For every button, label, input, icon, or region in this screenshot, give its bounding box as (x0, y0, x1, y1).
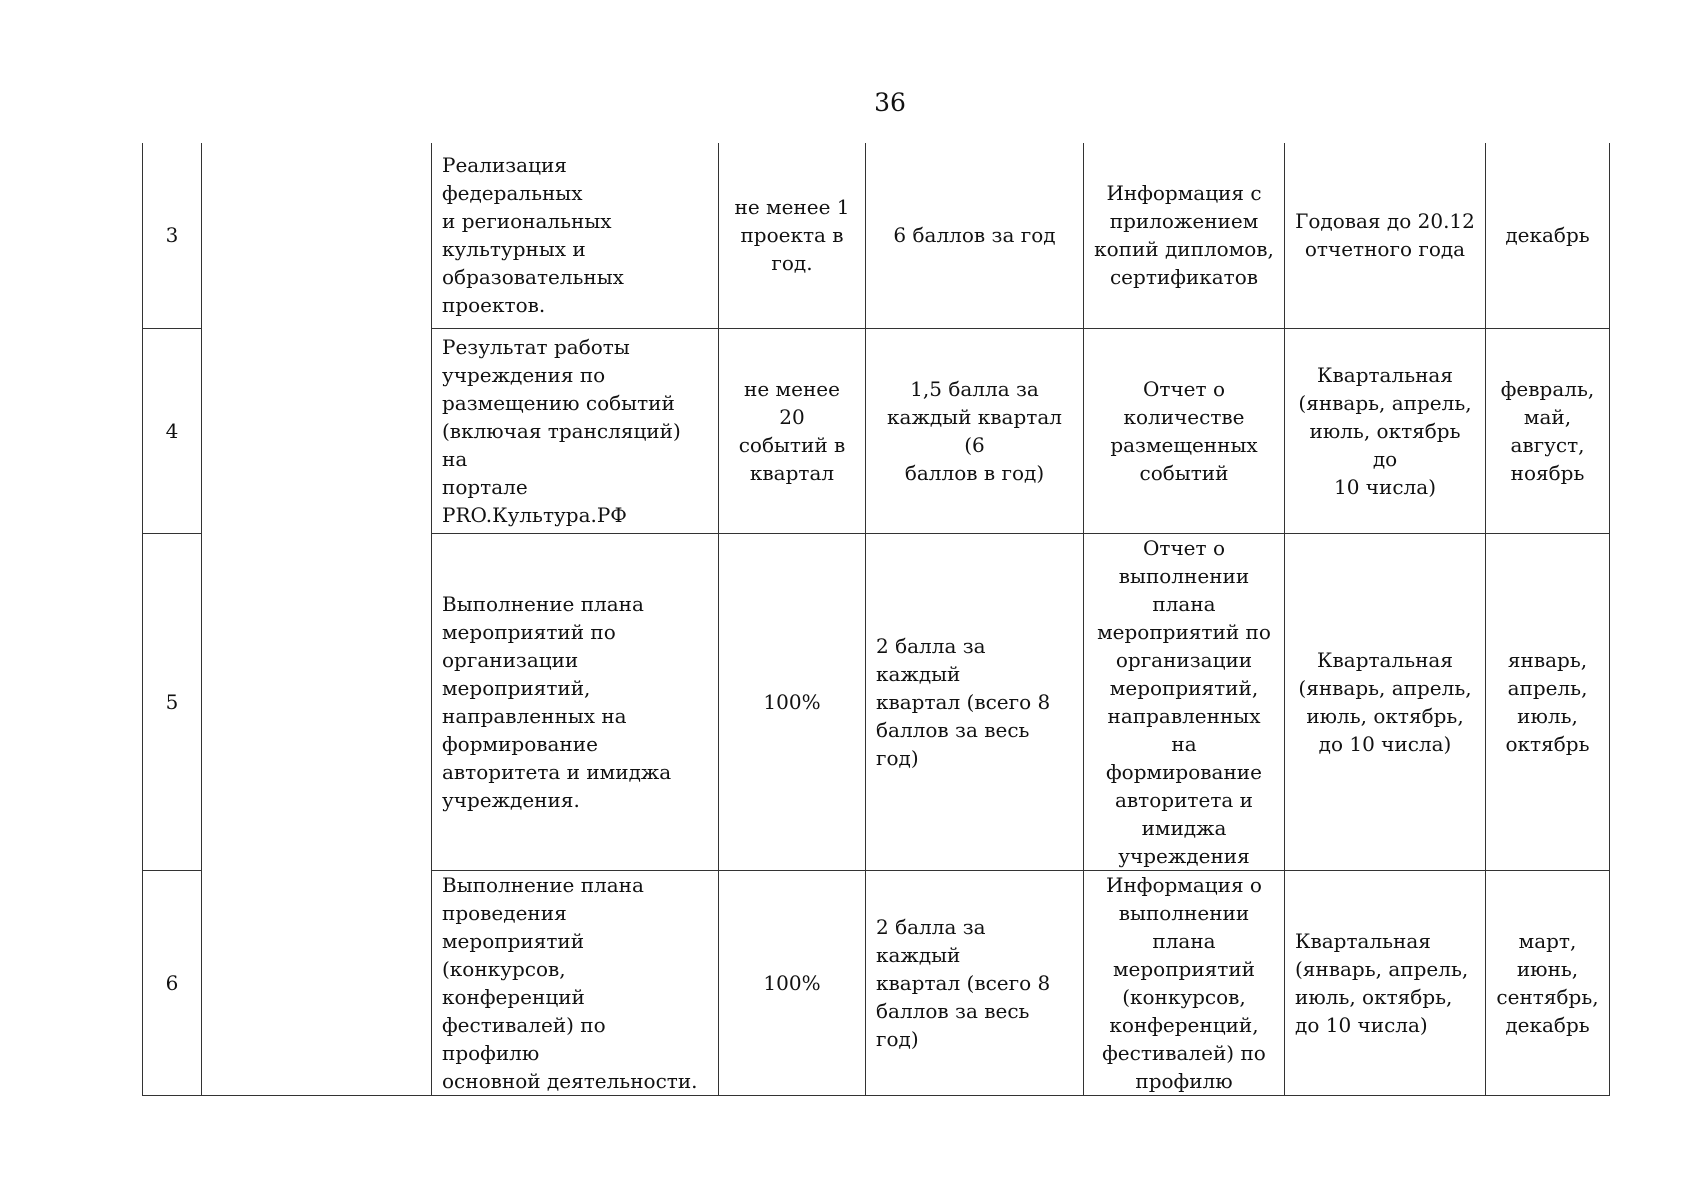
target-cell: не менее 1 проекта в год. (719, 143, 866, 328)
month-cell: март, июнь, сентябрь, декабрь (1486, 870, 1610, 1095)
target-cell: 100% (719, 533, 866, 870)
month-cell: январь, апрель, июль, октябрь (1486, 533, 1610, 870)
periodicity-cell: Квартальная (январь, апрель, июль, октябрь, до 10 числа) (1285, 533, 1486, 870)
page-number: 36 (874, 88, 906, 117)
indicator-cell: Реализация федеральных и региональных культурных и образовательных проектов. (432, 143, 719, 328)
indicator-cell: Выполнение плана проведения мероприятий (конкурсов, конференций фестивалей) по профилю основной деятельности. (432, 870, 719, 1095)
row-number: 3 (143, 143, 202, 328)
source-cell: Информация о выполнении плана мероприятий (конкурсов, конференций, фестивалей) по профилю (1084, 870, 1285, 1095)
periodicity-cell: Квартальная (январь, апрель, июль, октябрь до 10 числа) (1285, 328, 1486, 533)
indicator-cell: Результат работы учреждения по размещению событий (включая трансляций) на портале PRO.Культура.РФ (432, 328, 719, 533)
target-cell: не менее 20 событий в квартал (719, 328, 866, 533)
indicator-cell: Выполнение плана мероприятий по организации мероприятий, направленных на формирование авторитета и имиджа учреждения. (432, 533, 719, 870)
source-cell: Отчет о выполнении плана мероприятий по организации мероприятий, направленных на формирование авторитета и имиджа учреждения (1084, 533, 1285, 870)
periodicity-cell: Квартальная (январь, апрель, июль, октябрь, до 10 числа) (1285, 870, 1486, 1095)
points-cell: 2 балла за каждый квартал (всего 8 баллов за весь год) (866, 870, 1084, 1095)
source-cell: Отчет о количестве размещенных событий (1084, 328, 1285, 533)
points-cell: 6 баллов за год (866, 143, 1084, 328)
month-cell: декабрь (1486, 143, 1610, 328)
month-cell: февраль, май, август, ноябрь (1486, 328, 1610, 533)
row-number: 4 (143, 328, 202, 533)
target-cell: 100% (719, 870, 866, 1095)
points-cell: 1,5 балла за каждый квартал (6 баллов в год) (866, 328, 1084, 533)
row-number: 6 (143, 870, 202, 1095)
criteria-table (142, 143, 1610, 1096)
table-row (143, 143, 1610, 328)
row-number: 5 (143, 533, 202, 870)
points-cell: 2 балла за каждый квартал (всего 8 баллов за весь год) (866, 533, 1084, 870)
merged-blank-cell (202, 143, 432, 1095)
source-cell: Информация с приложением копий дипломов, сертификатов (1084, 143, 1285, 328)
periodicity-cell: Годовая до 20.12 отчетного года (1285, 143, 1486, 328)
